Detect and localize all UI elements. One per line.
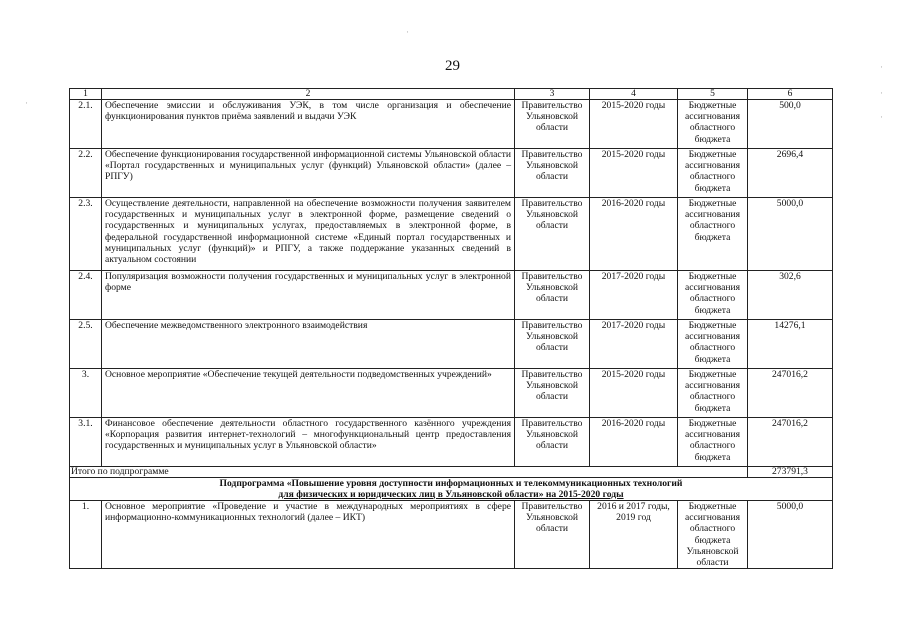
row-amount: 5000,0 (748, 198, 833, 271)
row-executor: Правительство Ульяновской области (515, 149, 590, 198)
row-description: Обеспечение функционирования государственной информационной системы Ульяновской области «Портал государственных и муниципальных услуг (функций) Ульяновской области» (далее – РПГУ) (102, 149, 515, 198)
row-executor: Правительство Ульяновской области (515, 320, 590, 369)
row-period: 2015-2020 годы (590, 100, 678, 149)
row-number: 2.3. (70, 198, 102, 271)
program-table (69, 88, 833, 569)
row-description: Популяризация возможности получения государственных и муниципальных услуг в электронной форме (102, 271, 515, 320)
table-row (70, 501, 833, 569)
row-amount: 14276,1 (748, 320, 833, 369)
row-executor: Правительство Ульяновской области (515, 100, 590, 149)
subprogram-heading (70, 478, 833, 501)
total-label: Итого по подпрограмме (70, 467, 748, 478)
row-funding-source: Бюджетные ассигнования областного бюджета Ульяновской области (678, 501, 748, 569)
scan-mark: · (880, 88, 883, 98)
table-row (70, 100, 833, 149)
row-period: 2016-2020 годы (590, 198, 678, 271)
row-amount: 500,0 (748, 100, 833, 149)
row-period: 2015-2020 годы (590, 369, 678, 418)
row-number: 2.1. (70, 100, 102, 149)
row-funding-source: Бюджетные ассигнования областного бюджета (678, 198, 748, 271)
row-description: Осуществление деятельности, направленной на обеспечение возможности получения заявителем государственных и муниципальных услуг в электронной форме, размещение сведений о государственных и муниципальных услугах, предоставляемых в электронной форме, в федеральной государственной информационной системе «Единый портал государственных и муниципальных услуг (функций)» и РПГУ, а также поддержание указанных сведений в актуальном состоянии (102, 198, 515, 271)
row-funding-source: Бюджетные ассигнования областного бюджета (678, 418, 748, 467)
row-amount: 2696,4 (748, 149, 833, 198)
scan-mark: · (406, 27, 409, 37)
row-executor: Правительство Ульяновской области (515, 418, 590, 467)
total-amount: 273791,3 (748, 467, 833, 478)
row-funding-source: Бюджетные ассигнования областного бюджета (678, 320, 748, 369)
row-number: 3.1. (70, 418, 102, 467)
row-funding-source: Бюджетные ассигнования областного бюджета (678, 369, 748, 418)
row-number: 2.2. (70, 149, 102, 198)
table-row (70, 149, 833, 198)
row-period: 2015-2020 годы (590, 149, 678, 198)
row-number: 2.5. (70, 320, 102, 369)
row-period: 2017-2020 годы (590, 320, 678, 369)
subprogram-heading-line2: для физических и юридических лиц в Ульяновской области» на 2015-2020 годы (278, 489, 624, 500)
row-executor: Правительство Ульяновской области (515, 501, 590, 569)
row-funding-source: Бюджетные ассигнования областного бюджета (678, 149, 748, 198)
col-header: 5 (678, 89, 748, 100)
col-header: 1 (70, 89, 102, 100)
row-description: Основное мероприятие «Обеспечение текущей деятельности подведомственных учреждений» (102, 369, 515, 418)
scan-mark: · (880, 62, 883, 72)
column-number-row (70, 89, 833, 100)
row-description: Основное мероприятие «Проведение и участие в международных мероприятиях в сфере информационно-коммуникационных технологий (далее – ИКТ) (102, 501, 515, 569)
row-description: Обеспечение эмиссии и обслуживания УЭК, в том числе организация и обеспечение функционирования пунктов приёма заявлений и выдачи УЭК (102, 100, 515, 149)
row-description: Финансовое обеспечение деятельности областного государственного казённого учреждения «Корпорация развития интернет-технологий – многофункциональный центр предоставления государственных и муниципальных услуг в Ульяновской области» (102, 418, 515, 467)
row-amount: 5000,0 (748, 501, 833, 569)
row-number: 2.4. (70, 271, 102, 320)
row-period: 2016-2020 годы (590, 418, 678, 467)
table-row (70, 418, 833, 467)
row-description: Обеспечение межведомственного электронного взаимодействия (102, 320, 515, 369)
row-number: 1. (70, 501, 102, 569)
total-row (70, 467, 833, 478)
row-period: 2017-2020 годы (590, 271, 678, 320)
table-row (70, 198, 833, 271)
row-executor: Правительство Ульяновской области (515, 198, 590, 271)
row-executor: Правительство Ульяновской области (515, 369, 590, 418)
row-amount: 247016,2 (748, 418, 833, 467)
col-header: 3 (515, 89, 590, 100)
row-amount: 302,6 (748, 271, 833, 320)
page-number: 29 (445, 58, 460, 74)
table-row (70, 320, 833, 369)
table-row (70, 369, 833, 418)
row-funding-source: Бюджетные ассигнования областного бюджета (678, 100, 748, 149)
col-header: 4 (590, 89, 678, 100)
col-header: 2 (102, 89, 515, 100)
row-period: 2016 и 2017 годы, 2019 год (590, 501, 678, 569)
table-row (70, 271, 833, 320)
row-executor: Правительство Ульяновской области (515, 271, 590, 320)
row-funding-source: Бюджетные ассигнования областного бюджета (678, 271, 748, 320)
subprogram-heading-row (70, 478, 833, 501)
row-amount: 247016,2 (748, 369, 833, 418)
scan-mark: · (25, 98, 28, 108)
row-number: 3. (70, 369, 102, 418)
col-header: 6 (748, 89, 833, 100)
subprogram-heading-line1: Подпрограмма «Повышение уровня доступности информационных и телекоммуникационных технологий (219, 478, 683, 489)
scan-mark: · (880, 112, 883, 122)
